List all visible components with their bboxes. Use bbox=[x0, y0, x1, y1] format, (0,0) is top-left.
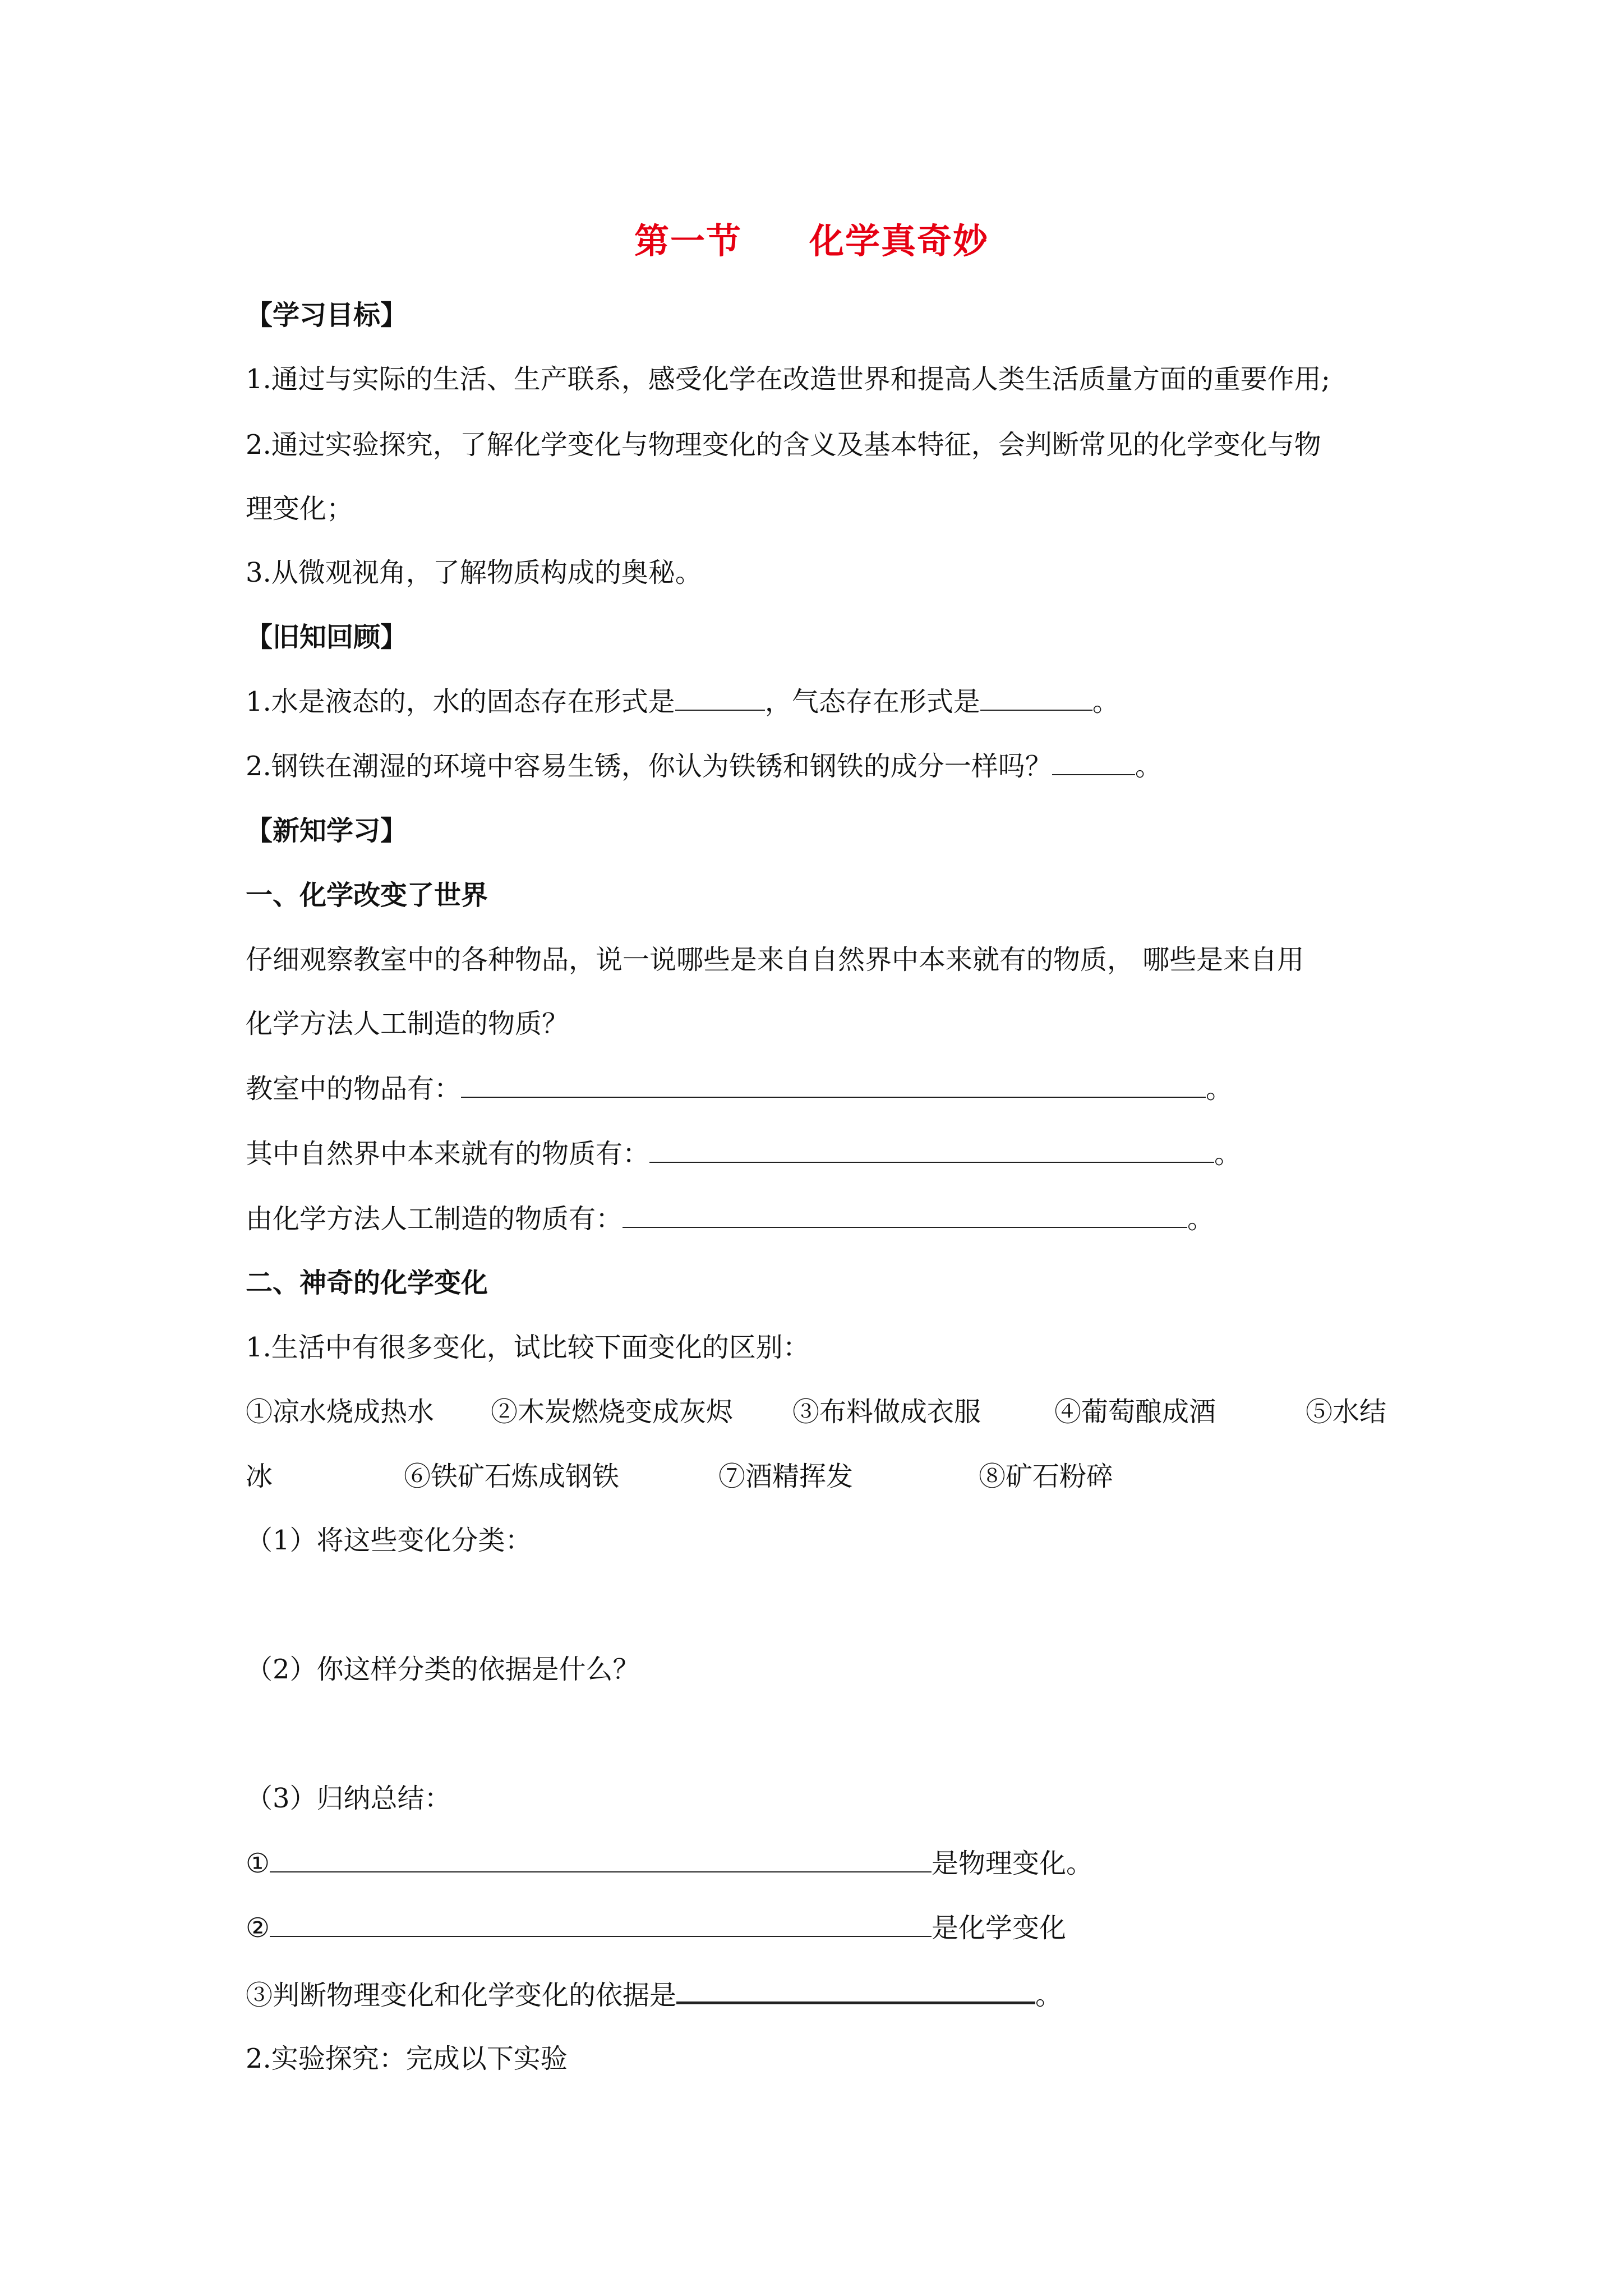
part-2-heading: 二、神奇的化学变化 bbox=[246, 1267, 488, 1299]
summary-marker-1: ① bbox=[246, 1848, 270, 1879]
part-2-question-1: 1.生活中有很多变化，试比较下面变化的区别： bbox=[246, 1332, 810, 1363]
sub-question-1: （1）将这些变化分类： bbox=[246, 1525, 532, 1556]
answer-blank-criterion[interactable] bbox=[676, 1977, 1035, 2004]
summary-criterion-text: ③判断物理变化和化学变化的依据是 bbox=[246, 1980, 677, 2011]
review-q2-text-b: 。 bbox=[1135, 751, 1162, 782]
part-1-heading: 一、化学改变了世界 bbox=[246, 880, 488, 911]
change-item: ①凉水烧成热水 bbox=[246, 1396, 435, 1428]
answer-blank-gaseous-water[interactable] bbox=[980, 685, 1092, 711]
review-q1-text-b: ，气态存在形式是 bbox=[764, 686, 980, 717]
change-item: ②木炭燃烧变成灰烬 bbox=[491, 1396, 734, 1428]
title-text: 化学真奇妙 bbox=[809, 220, 989, 261]
part-1-text-line-2: 化学方法人工制造的物质？ bbox=[246, 1008, 569, 1039]
change-item: ⑤水结 bbox=[1306, 1396, 1387, 1428]
review-heading: 【旧知回顾】 bbox=[246, 622, 408, 653]
change-item: ③布料做成衣服 bbox=[792, 1396, 981, 1428]
answer-blank-solid-water[interactable] bbox=[675, 685, 765, 711]
goal-item-2-line-2: 理变化； bbox=[246, 493, 354, 524]
review-question-1 bbox=[246, 685, 1119, 719]
answer-blank-rust-composition[interactable] bbox=[1052, 749, 1135, 775]
summary-row-2 bbox=[246, 1911, 1066, 1945]
review-q1-text-a: 1.水是液态的，水的固态存在形式是 bbox=[246, 686, 675, 717]
summary-suffix-2: 是化学变化 bbox=[932, 1912, 1067, 1944]
period: 。 bbox=[1206, 1073, 1233, 1105]
answer-blank-artificial-items[interactable] bbox=[623, 1202, 1187, 1228]
summary-row-1 bbox=[246, 1847, 1093, 1880]
artificial-items-label: 由化学方法人工制造的物质有： bbox=[246, 1203, 623, 1235]
part-1-text-line-1: 仔细观察教室中的各种物品，说一说哪些是来自自然界中本来就有的物质， 哪些是来自用 bbox=[246, 944, 1304, 976]
review-question-2 bbox=[246, 749, 1162, 783]
goals-heading: 【学习目标】 bbox=[246, 300, 408, 331]
answer-blank-natural-items[interactable] bbox=[649, 1137, 1214, 1163]
period: 。 bbox=[1187, 1203, 1215, 1235]
review-q1-text-c: 。 bbox=[1092, 686, 1119, 717]
goal-item-3: 3.从微观视角，了解物质构成的奥秘。 bbox=[246, 557, 702, 588]
artificial-items-row bbox=[246, 1202, 1214, 1236]
classroom-items-row bbox=[246, 1072, 1233, 1106]
goal-item-1: 1.通过与实际的生活、生产联系，感受化学在改造世界和提高人类生活质量方面的重要作用; bbox=[246, 364, 1330, 395]
page-title bbox=[0, 216, 1623, 266]
change-item: 冰 bbox=[246, 1461, 273, 1492]
answer-blank-chemical-change[interactable] bbox=[270, 1911, 932, 1937]
new-learning-heading: 【新知学习】 bbox=[246, 815, 408, 846]
natural-items-row bbox=[246, 1137, 1241, 1171]
change-item: ⑦酒精挥发 bbox=[718, 1461, 854, 1492]
title-section-number: 第一节 bbox=[634, 220, 742, 261]
summary-suffix-1: 是物理变化。 bbox=[932, 1848, 1094, 1879]
period: 。 bbox=[1035, 1980, 1063, 2011]
sub-question-3: （3）归纳总结： bbox=[246, 1783, 451, 1814]
answer-blank-classroom-items[interactable] bbox=[461, 1072, 1206, 1098]
summary-row-3 bbox=[246, 1977, 1062, 2012]
answer-blank-physical-change[interactable] bbox=[270, 1847, 932, 1872]
part-2-question-2: 2.实验探究：完成以下实验 bbox=[246, 2043, 568, 2074]
classroom-items-label: 教室中的物品有： bbox=[246, 1073, 462, 1105]
review-q2-text-a: 2.钢铁在潮湿的环境中容易生锈，你认为铁锈和钢铁的成分一样吗？ bbox=[246, 751, 1052, 782]
period: 。 bbox=[1214, 1138, 1242, 1170]
natural-items-label: 其中自然界中本来就有的物质有： bbox=[246, 1138, 650, 1170]
sub-question-2: （2）你这样分类的依据是什么？ bbox=[246, 1654, 640, 1685]
change-item: ⑧矿石粉碎 bbox=[979, 1461, 1114, 1492]
change-item: ④葡萄酿成酒 bbox=[1054, 1396, 1216, 1428]
change-item: ⑥铁矿石炼成钢铁 bbox=[404, 1461, 620, 1492]
goal-item-2-line-1: 2.通过实验探究，了解化学变化与物理变化的含义及基本特征，会判断常见的化学变化与物 bbox=[246, 429, 1321, 461]
summary-marker-2: ② bbox=[246, 1912, 270, 1944]
